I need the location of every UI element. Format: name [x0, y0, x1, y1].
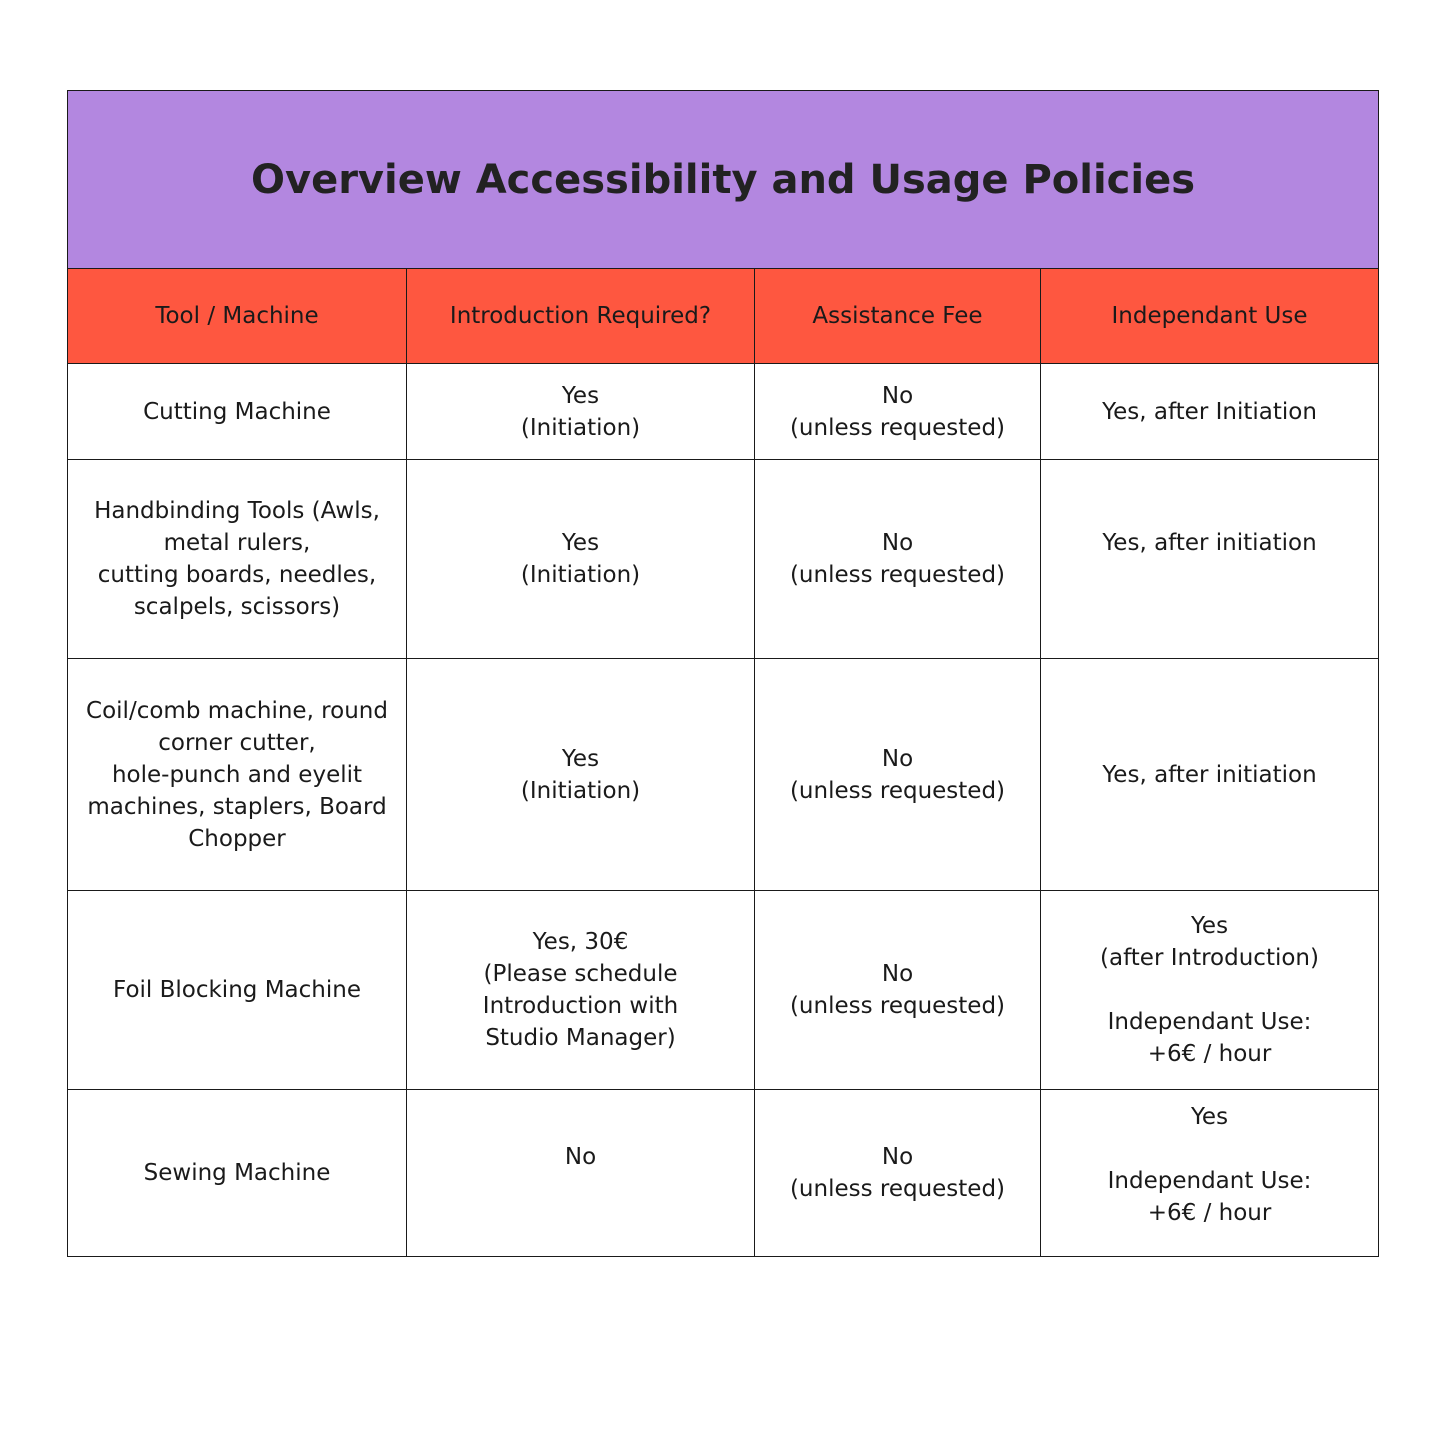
introduction-text: No	[564, 1144, 597, 1170]
independent-use-cell: Yes (after Introduction) Independant Use: +6€ / hour	[1041, 891, 1379, 1090]
header-independent-use: Independant Use	[1041, 269, 1379, 364]
fee-cell: No (unless requested)	[755, 891, 1041, 1090]
tool-cell: Sewing Machine	[68, 1090, 407, 1257]
independent-use-cell: Yes, after initiation	[1041, 659, 1379, 891]
independent-use-cell: Yes, after Initiation	[1041, 364, 1379, 460]
header-tool: Tool / Machine	[68, 269, 407, 364]
tool-cell: Foil Blocking Machine	[68, 891, 407, 1090]
table-title: Overview Accessibility and Usage Policies	[68, 91, 1379, 269]
header-row	[68, 269, 1379, 364]
tool-cell: Handbinding Tools (Awls, metal rulers, cutting boards, needles, scalpels, scissors)	[68, 460, 407, 659]
introduction-cell: Yes (Initiation)	[407, 659, 755, 891]
fee-cell: No (unless requested)	[755, 659, 1041, 891]
introduction-cell: Yes, 30€ (Please schedule Introduction with Studio Manager)	[407, 891, 755, 1090]
table-row	[68, 891, 1379, 1090]
introduction-cell	[407, 1090, 755, 1257]
table-row	[68, 460, 1379, 659]
table-row	[68, 659, 1379, 891]
tool-cell: Coil/comb machine, round corner cutter, hole-punch and eyelit machines, staplers, Board Chopper	[68, 659, 407, 891]
fee-cell: No (unless requested)	[755, 364, 1041, 460]
header-assistance-fee: Assistance Fee	[755, 269, 1041, 364]
introduction-cell: Yes (Initiation)	[407, 364, 755, 460]
fee-cell: No (unless requested)	[755, 1090, 1041, 1257]
fee-cell: No (unless requested)	[755, 460, 1041, 659]
title-row	[68, 91, 1379, 269]
header-introduction: Introduction Required?	[407, 269, 755, 364]
table-row	[68, 1090, 1379, 1257]
independent-use-cell	[1041, 460, 1379, 659]
table-row	[68, 364, 1379, 460]
tool-cell: Cutting Machine	[68, 364, 407, 460]
policy-table	[67, 90, 1379, 1257]
independent-use-cell	[1041, 1090, 1379, 1257]
independent-use-text: Yes Independant Use: +6€ / hour	[1107, 1104, 1312, 1226]
independent-use-text: Yes, after initiation	[1102, 530, 1317, 556]
introduction-cell: Yes (Initiation)	[407, 460, 755, 659]
